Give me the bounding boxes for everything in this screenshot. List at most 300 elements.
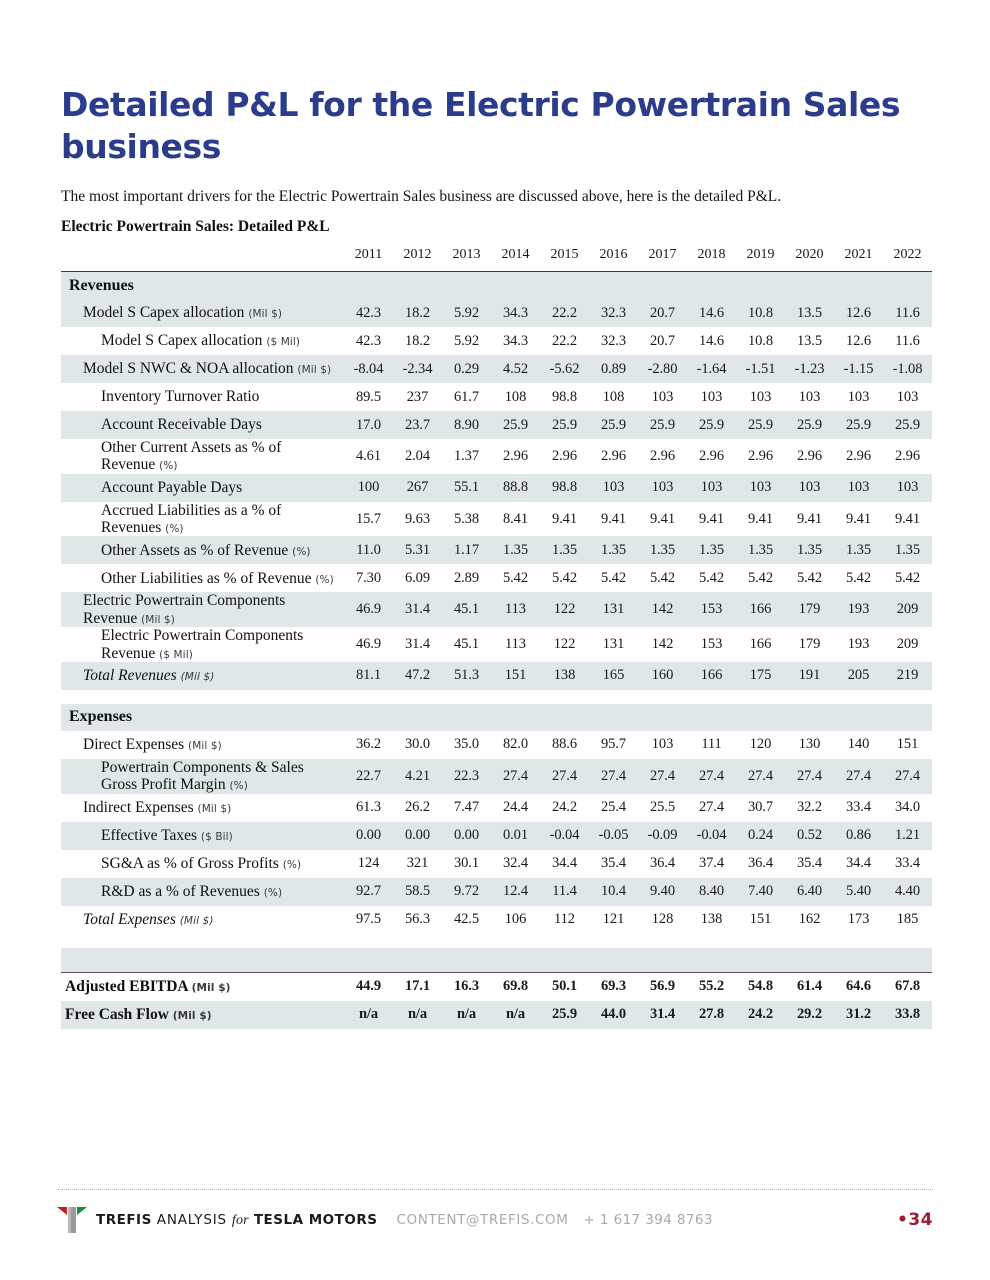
cell-value-2015: 88.6 [540,731,589,759]
row-label [61,850,344,878]
cell-value-2017: 20.7 [638,299,687,327]
cell-value-2020: 6.40 [785,878,834,906]
cell-value-2014: 4.52 [491,355,540,383]
cell-value-2015: 22.2 [540,299,589,327]
section-header-spacer [589,704,638,731]
cell-value-2020: 35.4 [785,850,834,878]
cell-value-2020: 179 [785,627,834,662]
cell-value-2019: 166 [736,627,785,662]
cell-value-2016: 165 [589,662,638,690]
pl-table-container [61,244,932,1029]
cell-value-2012: 9.63 [393,502,442,537]
table-row [61,536,932,564]
cell-value-2019: 10.8 [736,299,785,327]
cell-value-2018: 9.41 [687,502,736,537]
cell-value-2016: -0.05 [589,822,638,850]
cell-value-2021: 9.41 [834,502,883,537]
cell-value-2019: 25.9 [736,411,785,439]
row-label-text: Other Current Assets as % of Revenue (%) [101,439,282,474]
row-label [61,662,344,690]
cell-value-2013: 5.38 [442,502,491,537]
section-header-spacer [491,272,540,300]
cell-value-2019: 30.7 [736,794,785,822]
section-gap [61,690,932,704]
row-label [61,878,344,906]
cell-value-2015: 34.4 [540,850,589,878]
table-row [61,878,932,906]
year-header-2013: 2013 [442,244,491,272]
cell-value-2022: 34.0 [883,794,932,822]
cell-value-2012: 2.04 [393,439,442,474]
footer-divider [57,1189,933,1190]
total-cell-value-2021: 64.6 [834,972,883,1001]
cell-value-2015: 11.4 [540,878,589,906]
section-header-revenues [61,272,932,300]
cell-value-2020: 13.5 [785,327,834,355]
cell-value-2012: 30.0 [393,731,442,759]
cell-value-2019: 9.41 [736,502,785,537]
row-unit: (%) [292,545,311,558]
year-header-2012: 2012 [393,244,442,272]
cell-value-2018: 111 [687,731,736,759]
year-header-2022: 2022 [883,244,932,272]
cell-value-2020: 0.52 [785,822,834,850]
cell-value-2016: 5.42 [589,564,638,592]
cell-value-2011: 7.30 [344,564,393,592]
section-header-spacer [442,272,491,300]
spacer-cell [61,934,932,948]
cell-value-2016: 10.4 [589,878,638,906]
table-row [61,627,932,662]
year-header-2019: 2019 [736,244,785,272]
cell-value-2014: 32.4 [491,850,540,878]
cell-value-2011: 46.9 [344,627,393,662]
cell-value-2015: 122 [540,627,589,662]
table-row [61,794,932,822]
cell-value-2022: 27.4 [883,759,932,794]
cell-value-2013: 1.17 [442,536,491,564]
page-title: Detailed P&L for the Electric Powertrain Sales business [61,85,901,167]
cell-value-2017: 2.96 [638,439,687,474]
cell-value-2014: 106 [491,906,540,934]
cell-value-2021: 25.9 [834,411,883,439]
cell-value-2017: 103 [638,474,687,502]
total-cell-value-2022: 67.8 [883,972,932,1001]
cell-value-2012: 31.4 [393,627,442,662]
cell-value-2013: 45.1 [442,592,491,627]
section-header-spacer [736,272,785,300]
cell-value-2013: 61.7 [442,383,491,411]
section-header-spacer [834,704,883,731]
row-label-text: Other Liabilities as % of Revenue (%) [101,569,334,587]
cell-value-2014: 8.41 [491,502,540,537]
total-row-label: Free Cash Flow (Mil $) [61,1001,344,1029]
cell-value-2016: 1.35 [589,536,638,564]
row-label-text: Model S Capex allocation ($ Mil) [101,332,301,350]
row-unit: (%) [229,780,248,793]
totals-gap-top [61,934,932,948]
cell-value-2022: 209 [883,592,932,627]
cell-value-2018: 37.4 [687,850,736,878]
cell-value-2017: 27.4 [638,759,687,794]
table-row [61,355,932,383]
row-label [61,411,344,439]
cell-value-2018: 27.4 [687,794,736,822]
footer-company-name: TESLA MOTORS [253,1211,378,1228]
cell-value-2015: 9.41 [540,502,589,537]
row-label [61,439,344,474]
cell-value-2012: 26.2 [393,794,442,822]
cell-value-2015: 25.9 [540,411,589,439]
cell-value-2018: 138 [687,906,736,934]
total-cell-value-2015: 50.1 [540,972,589,1001]
cell-value-2014: 34.3 [491,327,540,355]
section-header-spacer [687,272,736,300]
cell-value-2013: 35.0 [442,731,491,759]
cell-value-2011: -8.04 [344,355,393,383]
cell-value-2011: 42.3 [344,327,393,355]
row-unit: (%) [282,858,302,871]
total-cell-value-2020: 29.2 [785,1001,834,1029]
cell-value-2012: 5.31 [393,536,442,564]
cell-value-2018: 103 [687,383,736,411]
cell-value-2014: 113 [491,627,540,662]
cell-value-2017: 20.7 [638,327,687,355]
cell-value-2022: 2.96 [883,439,932,474]
cell-value-2017: 9.41 [638,502,687,537]
row-label [61,383,344,411]
section-header-spacer [589,272,638,300]
cell-value-2018: 5.42 [687,564,736,592]
table-row [61,383,932,411]
cell-value-2014: 27.4 [491,759,540,794]
cell-value-2018: 14.6 [687,327,736,355]
cell-value-2012: 23.7 [393,411,442,439]
cell-value-2014: 2.96 [491,439,540,474]
cell-value-2021: 12.6 [834,327,883,355]
table-row [61,564,932,592]
cell-value-2017: 25.9 [638,411,687,439]
cell-value-2016: 9.41 [589,502,638,537]
section-header-spacer [638,272,687,300]
cell-value-2011: 17.0 [344,411,393,439]
cell-value-2022: 5.42 [883,564,932,592]
row-unit: (Mil $) [248,308,283,321]
cell-value-2014: 88.8 [491,474,540,502]
row-unit: (Mil $) [197,802,232,815]
section-heading-label: Expenses [61,704,344,731]
total-cell-value-2018: 27.8 [687,1001,736,1029]
total-cell-value-2014: 69.8 [491,972,540,1001]
total-cell-value-2011: 44.9 [344,972,393,1001]
row-label-text: Electric Powertrain Components Revenue (Mil $) [83,592,286,627]
total-cell-value-2017: 31.4 [638,1001,687,1029]
row-label-text: Total Revenues (Mil $) [83,667,215,685]
cell-value-2021: 12.6 [834,299,883,327]
row-label [61,794,344,822]
cell-value-2011: 92.7 [344,878,393,906]
year-header-2016: 2016 [589,244,638,272]
section-header-spacer [834,272,883,300]
cell-value-2020: -1.23 [785,355,834,383]
cell-value-2011: 22.7 [344,759,393,794]
cell-value-2014: 151 [491,662,540,690]
cell-value-2022: 1.35 [883,536,932,564]
row-label-text: Account Receivable Days [101,416,262,434]
table-row [61,299,932,327]
cell-value-2019: 36.4 [736,850,785,878]
footer-analysis-label: ANALYSIS [156,1211,227,1228]
cell-value-2020: 130 [785,731,834,759]
cell-value-2016: 131 [589,592,638,627]
row-label-text: Account Payable Days [101,479,243,497]
year-header-2020: 2020 [785,244,834,272]
cell-value-2016: 32.3 [589,299,638,327]
total-cell-value-2017: 56.9 [638,972,687,1001]
trefis-logo-icon [57,1205,87,1235]
cell-value-2020: 9.41 [785,502,834,537]
cell-value-2014: 24.4 [491,794,540,822]
total-cell-value-2016: 69.3 [589,972,638,1001]
cell-value-2020: 162 [785,906,834,934]
cell-value-2021: 5.40 [834,878,883,906]
section-header-spacer [687,704,736,731]
cell-value-2015: -0.04 [540,822,589,850]
total-cell-value-2019: 24.2 [736,1001,785,1029]
cell-value-2015: 98.8 [540,383,589,411]
row-label [61,731,344,759]
page-footer [57,1200,933,1240]
cell-value-2016: 0.89 [589,355,638,383]
cell-value-2021: 205 [834,662,883,690]
footer-for-label: for [231,1212,249,1228]
cell-value-2012: -2.34 [393,355,442,383]
cell-value-2014: 12.4 [491,878,540,906]
row-unit: ($ Mil) [266,336,301,349]
cell-value-2021: -1.15 [834,355,883,383]
cell-value-2019: 5.42 [736,564,785,592]
cell-value-2014: 5.42 [491,564,540,592]
row-label [61,536,344,564]
cell-value-2017: 103 [638,731,687,759]
section-header-expenses [61,704,932,731]
total-row-unit: (Mil $) [172,1009,212,1022]
total-cell-value-2011: n/a [344,1001,393,1029]
row-label [61,474,344,502]
cell-value-2013: 1.37 [442,439,491,474]
cell-value-2011: 89.5 [344,383,393,411]
cell-value-2022: 11.6 [883,327,932,355]
total-cell-value-2020: 61.4 [785,972,834,1001]
cell-value-2020: 32.2 [785,794,834,822]
cell-value-2020: 191 [785,662,834,690]
cell-value-2012: 56.3 [393,906,442,934]
cell-value-2019: 103 [736,383,785,411]
row-unit: (%) [159,460,178,473]
cell-value-2017: 5.42 [638,564,687,592]
cell-value-2019: 7.40 [736,878,785,906]
section-header-spacer [883,704,932,731]
cell-value-2016: 32.3 [589,327,638,355]
cell-value-2017: 25.5 [638,794,687,822]
cell-value-2018: 103 [687,474,736,502]
total-cell-value-2012: 17.1 [393,972,442,1001]
cell-value-2021: 34.4 [834,850,883,878]
cell-value-2020: 13.5 [785,299,834,327]
cell-value-2019: 151 [736,906,785,934]
cell-value-2011: 4.61 [344,439,393,474]
cell-value-2015: 112 [540,906,589,934]
cell-value-2022: 103 [883,474,932,502]
cell-value-2017: -0.09 [638,822,687,850]
table-header [61,244,932,272]
cell-value-2012: 4.21 [393,759,442,794]
cell-value-2020: 2.96 [785,439,834,474]
cell-value-2016: 27.4 [589,759,638,794]
page-number: •34 [896,1210,933,1230]
row-label-text: Indirect Expenses (Mil $) [83,798,232,816]
section-header-spacer [442,704,491,731]
section-header-spacer [393,704,442,731]
row-label-text: Inventory Turnover Ratio [101,388,260,406]
cell-value-2021: 1.35 [834,536,883,564]
cell-value-2017: 142 [638,592,687,627]
section-header-spacer [540,272,589,300]
row-label [61,299,344,327]
cell-value-2016: 121 [589,906,638,934]
cell-value-2011: 100 [344,474,393,502]
section-header-spacer [540,704,589,731]
cell-value-2022: 219 [883,662,932,690]
cell-value-2019: 1.35 [736,536,785,564]
cell-value-2019: 10.8 [736,327,785,355]
section-header-spacer [638,704,687,731]
footer-brand: TREFIS [96,1211,152,1228]
cell-value-2011: 11.0 [344,536,393,564]
row-unit: ($ Bil) [200,830,233,843]
cell-value-2017: -2.80 [638,355,687,383]
cell-value-2022: -1.08 [883,355,932,383]
table-row [61,662,932,690]
year-header-2011: 2011 [344,244,393,272]
pl-table [61,244,932,1029]
cell-value-2014: 34.3 [491,299,540,327]
cell-value-2022: 103 [883,383,932,411]
year-header-2018: 2018 [687,244,736,272]
cell-value-2015: 2.96 [540,439,589,474]
cell-value-2017: 9.40 [638,878,687,906]
year-header-2014: 2014 [491,244,540,272]
cell-value-2013: 0.00 [442,822,491,850]
row-label [61,564,344,592]
row-label [61,327,344,355]
row-label-text: Effective Taxes ($ Bil) [101,826,233,844]
cell-value-2013: 7.47 [442,794,491,822]
cell-value-2022: 151 [883,731,932,759]
cell-value-2012: 58.5 [393,878,442,906]
year-header-2021: 2021 [834,244,883,272]
cell-value-2012: 6.09 [393,564,442,592]
cell-value-2011: 36.2 [344,731,393,759]
cell-value-2019: 27.4 [736,759,785,794]
cell-value-2011: 97.5 [344,906,393,934]
row-label [61,627,344,662]
row-label [61,822,344,850]
cell-value-2021: 193 [834,627,883,662]
row-unit: (Mil $) [188,740,222,753]
row-label-text: Total Expenses (Mil $) [83,910,214,928]
cell-value-2020: 103 [785,474,834,502]
year-header-row [61,244,932,272]
row-label [61,592,344,627]
table-row [61,850,932,878]
cell-value-2016: 131 [589,627,638,662]
cell-value-2020: 27.4 [785,759,834,794]
section-header-spacer [736,704,785,731]
section-header-spacer [491,704,540,731]
cell-value-2015: 27.4 [540,759,589,794]
row-unit: (Mil $) [180,671,215,684]
footer-text-group [96,1212,713,1229]
row-unit: (Mil $) [297,364,332,377]
cell-value-2017: 1.35 [638,536,687,564]
row-label [61,502,344,537]
cell-value-2019: 166 [736,592,785,627]
total-row [61,1001,932,1029]
cell-value-2017: 36.4 [638,850,687,878]
cell-value-2012: 18.2 [393,327,442,355]
cell-value-2019: 0.24 [736,822,785,850]
cell-value-2014: 82.0 [491,731,540,759]
cell-value-2013: 22.3 [442,759,491,794]
cell-value-2013: 8.90 [442,411,491,439]
cell-value-2016: 95.7 [589,731,638,759]
cell-value-2016: 25.9 [589,411,638,439]
cell-value-2018: 8.40 [687,878,736,906]
cell-value-2022: 209 [883,627,932,662]
cell-value-2011: 15.7 [344,502,393,537]
total-cell-value-2015: 25.9 [540,1001,589,1029]
cell-value-2015: 24.2 [540,794,589,822]
total-cell-value-2012: n/a [393,1001,442,1029]
cell-value-2020: 25.9 [785,411,834,439]
cell-value-2014: 113 [491,592,540,627]
table-row [61,439,932,474]
table-row [61,411,932,439]
table-caption: Electric Powertrain Sales: Detailed P&L [61,218,330,235]
table-row [61,906,932,934]
cell-value-2011: 61.3 [344,794,393,822]
cell-value-2014: 108 [491,383,540,411]
section-header-spacer [785,272,834,300]
total-row [61,972,932,1001]
footer-email[interactable]: CONTENT@TREFIS.COM [396,1211,569,1228]
row-label-text: Powertrain Components & Sales Gross Profit Margin (%) [101,758,304,794]
section-header-spacer [393,272,442,300]
cell-value-2021: 0.86 [834,822,883,850]
cell-value-2011: 0.00 [344,822,393,850]
total-cell-value-2022: 33.8 [883,1001,932,1029]
row-label-text: Accrued Liabilities as a % of Revenues (%) [101,501,282,537]
row-unit: (Mil $) [179,914,214,927]
cell-value-2013: 9.72 [442,878,491,906]
row-label [61,355,344,383]
spacer-cell [61,948,932,973]
cell-value-2018: 166 [687,662,736,690]
row-unit: (%) [315,573,334,586]
cell-value-2012: 237 [393,383,442,411]
cell-value-2021: 33.4 [834,794,883,822]
